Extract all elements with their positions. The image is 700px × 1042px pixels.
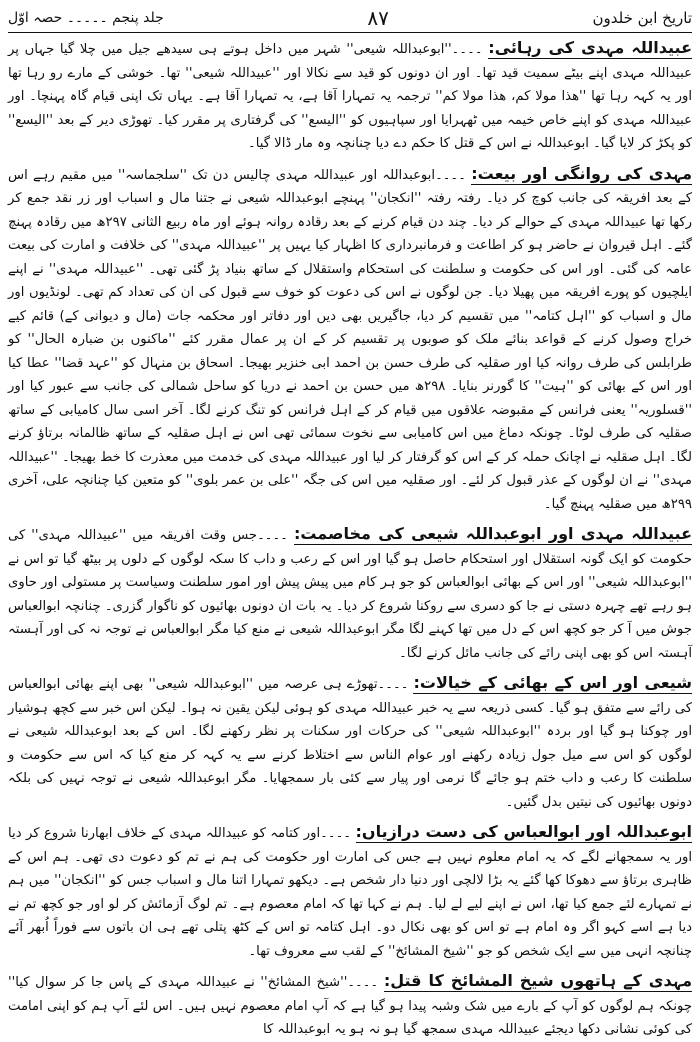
section-body: ۔۔۔۔''شیخ المشائخ'' نے عبیداللہ مہدی کے پاس جا کر سوال کیا'' چونکہ ہم لوگوں کو آپ کے بارے میں شک وشبہ پیدا ہو گیا ہے کہ آپ امام معصوم نہیں ہیں۔ اس لئے آپ ہم کو اپنی امامت کی کوئی نشانی دکھا دیجئے عبیداللہ مہدی سمجھ گیا ہو نہ ہو یہ ابوعبداللہ کا [8, 975, 692, 1037]
section-heading: ابوعبداللہ اور ابوالعباس کی دست درازیاں: [355, 822, 692, 841]
page-number: ۸۷ [367, 6, 389, 30]
page-header [8, 4, 692, 33]
section-departure-allegiance [8, 162, 692, 517]
volume-label: جلد پنجم ۔۔۔۔۔ حصہ اوّل [8, 10, 164, 26]
section-heading: مہدی کے ہاتھوں شیخ المشائخ کا قتل: [383, 971, 692, 990]
book-title: تاریخ ابن خلدون [592, 9, 692, 27]
section-sheikh-killing [8, 969, 692, 1042]
section-body: ۔۔۔۔تھوڑے ہی عرصہ میں ''ابوعبداللہ شیعی'' بھی اپنے بھائی ابوالعباس کی رائے سے متفق ہو گیا۔ کسی ذریعہ سے یہ خبر عبیداللہ مہدی کو ہوئی لیکن یقین نہ ہوا۔ لیکن اس خبر سے کچھ ہوشیار اور چوکنا ہو گیا اور بردہ ''ابوعبداللہ شیعی'' کی حرکات اور سکنات پر نظر رکھنے لگا۔ اس کے بعد ابوعبداللہ شیعی نے لوگوں کو اس سے میل جول زیادہ رکھنے اور عوام الناس سے اختلاط کرنے سے یہ کہہ کر منع کیا کہ اس سے حکومت و سلطنت کا رعب و داب ختم ہو جائے گا نرمی اور پیار سے کئی بار سمجھایا۔ مگر ابوعبداللہ شیعی نے توجہ نہیں کی بلکہ دونوں بھائیوں کی نیتیں بدل گئیں۔ [8, 677, 692, 810]
section-body: ۔۔۔۔''ابوعبداللہ شیعی'' شہر میں داخل ہوتے ہی سیدھے جیل میں چلا گیا جہاں پر عبیداللہ مہدی اپنے بیٹے سمیت قید تھا۔ اور ان دونوں کو قید سے نکالا اور ''عبیداللہ شیعی'' تھا۔ خوشی کے مارے رو رہا تھا اور یہ کہہ رہا تھا ''ھذا مولا کم، ھذا مولا کم'' ترجمہ یہ تمہارا آقا ہے، یہ تمہارا آقا ہے۔ یہاں تک اپنی قیام گاہ پہنچا۔ اور عبیداللہ مہدی کو اپنے خاص خیمہ میں ٹھہرایا اور سپاہیوں کو ''الیسع'' کی گرفتاری پر مقرر کیا۔ تھوڑی دیر کے بعد ''الیسع'' کو پکڑ کر لایا گیا۔ ابوعبداللہ نے اس کے قتل کا حکم دے دیا چنانچہ وہ مار ڈالا گیا۔ [8, 42, 692, 151]
section-brothers-views [8, 671, 692, 814]
section-body: ۔۔۔۔ابوعبداللہ اور عبیداللہ مہدی چالیس دن تک ''سلجماسہ'' میں مقیم رہے اس کے بعد افریقہ کی جانب کوچ کر دیا۔ رفتہ رفتہ ''انکجان'' پہنچے ابوعبداللہ شیعی نے جتنا مال و اسباب اور زر نقد جمع کر رکھا تھا عبیداللہ مہدی کے حوالے کر دیا۔ چند دن قیام کرنے کے بعد رقادہ روانہ ہوئے اور ماہ ربیع الثانی ۲۹۷ھ میں رقادہ پہنچ گئے۔ اہل قیروان نے حاضر ہو کر اطاعت و فرمانبرداری کا اظہار کیا یہیں پر ''عبیداللہ مہدی'' کی خلافت و امارت کی بیعت عامہ کی گئی۔ اور اس کی حکومت و سلطنت کی استحکام واستقلال کے ساتھ بنیاد پڑ گئی تھی۔ ''عبیداللہ مہدی'' نے اپنے ایلچیوں کو پورے افریقہ میں پھیلا دیا۔ جن لوگوں نے اس کی دعوت کو خوف سے قبول کی ان کی تعداد کم تھی۔ لونڈیوں اور مال و اسباب کو ''اہل کتامہ'' میں تقسیم کر دیا، جاگیریں بھی دیں اور دفاتر اور محکمہ جات (مال و دیوانی کے) قائم کیے خراج وصول کرنے کے قواعد بنائے ملک کو صوبوں پر تقسیم کر کے ان پر عمال مقرر کئے ''ماکنوں بن ضبارہ الحال'' کو طرابلس کی طرف روانہ کیا اور صقلیہ کی طرف حسن بن احمد ابی خنزیر بھیجا۔ اسحاق بن منہال کو ''عہد قضا'' عطا کیا اور اس کے بھائی کو ''ہیت'' کا گورنر بنایا۔ ۲۹۸ھ میں حسن بن احمد نے دریا کو ساحل شمالی کی جانب سے عبور کیا اور ''قسلوریہ'' یعنی فرانس کے مقبوضہ علاقوں میں قیام کر کے اہل فرانس کو تنگ کرنے لگا۔ آخر اسی سال کامیابی کے ساتھ صقلیہ کی طرف لوٹا۔ چونکہ دماغ میں اس کامیابی سے نخوت سمائی تھی اس نے اہل صقلیہ کے ساتھ ظالمانہ برتاؤ کرنے لگا۔ اہل صقلیہ نے اچانک حملہ کر کے اس کو گرفتار کر لیا اور عبیداللہ مہدی کی خدمت میں معذرت کا خط بھیجا۔ ''عبیداللہ مہدی'' نے ان لوگوں کے عذر قبول کر لئے۔ اور صقلیہ میں اس کی جگہ ''علی بن عمر بلوی'' کو متعین کیا چنانچہ علی، آخری ۲۹۹ھ میں صقلیہ پہنچ گیا۔ [8, 167, 692, 512]
section-heading: عبیداللہ مہدی کی رہائی: [488, 38, 693, 57]
page-content [8, 36, 693, 1037]
section-heading: عبیداللہ مہدی اور ابوعبداللہ شیعی کی مخاصمت: [293, 524, 693, 543]
section-heading: شیعی اور اس کے بھائی کے خیالات: [413, 673, 692, 692]
section-release [8, 36, 692, 156]
section-body: ۔۔۔۔جس وقت افریقہ میں ''عبیداللہ مہدی'' کی حکومت کو ایک گونہ استقلال اور استحکام حاصل ہو گیا اور اس کے رعب و داب کا سکہ لوگوں کے دلوں پر بیٹھ گیا تو اس نے ''ابوعبداللہ شیعی'' اور اس کے بھائی ابوالعباس کو جو ہر کام میں پیش پیش اور امور سلطنت وسیاست پر مستولی اور حاوی ہو رہے تھے چہرہ دستی نے جا کو دسری سے روکنا شروع کر دیا۔ یہ بات ان دونوں بھائیوں کو ناگوار گزری۔ چنانچہ ابوالعباس جوش میں آ کر جو کچھ اس کے دل میں تھا کہنے لگا مگر ابوعبداللہ شیعی نے منع کیا مگر ابوالعباس نے توجہ نہ کی اور آہستہ آہستہ اس کو بھی اپنی رائے کی جانب مائل کرنے لگا۔ [8, 528, 692, 661]
section-heading: مہدی کی روانگی اور بیعت: [471, 163, 692, 183]
section-encroachments [8, 820, 692, 963]
section-hostility [8, 522, 692, 665]
section-body: ۔۔۔۔اور کتامہ کو عبیداللہ مہدی کے خلاف ابھارنا شروع کر دیا اور یہ سمجھانے لگے کہ یہ امام معلوم نہیں ہے جس کی امارت اور حکومت کی ہم نے تم کو دعوت دی تھی۔ ہم اس کے ظاہری برتاؤ سے دھوکا کھا گئے یہ بڑا لالچی اور دنیا دار شخص ہے۔ دیکھو تمہارا اتنا مال و اسباب جس کو ''انکجان'' میں ہم نے تمہارے لئے جمع کیا تھا، اس نے اپنے لیے لے لیا۔ ہم نے کہا تھا کہ امام معصوم ہے۔ تم لوگ آزمائش کر لو اور جو کچھ تم نے دیا ہے اسے کہو اگر وہ امام ہے تو اس کو بھی نکال دو۔ اہل کتامہ تو اس کے کٹھ پتلی تھے ہی ان باتوں سے فوراً اُبھر آئے چنانچہ انہی میں سے ایک شخص کو جو ''شیخ المشائخ'' کے لقب سے معروف تھا۔ [8, 826, 692, 959]
